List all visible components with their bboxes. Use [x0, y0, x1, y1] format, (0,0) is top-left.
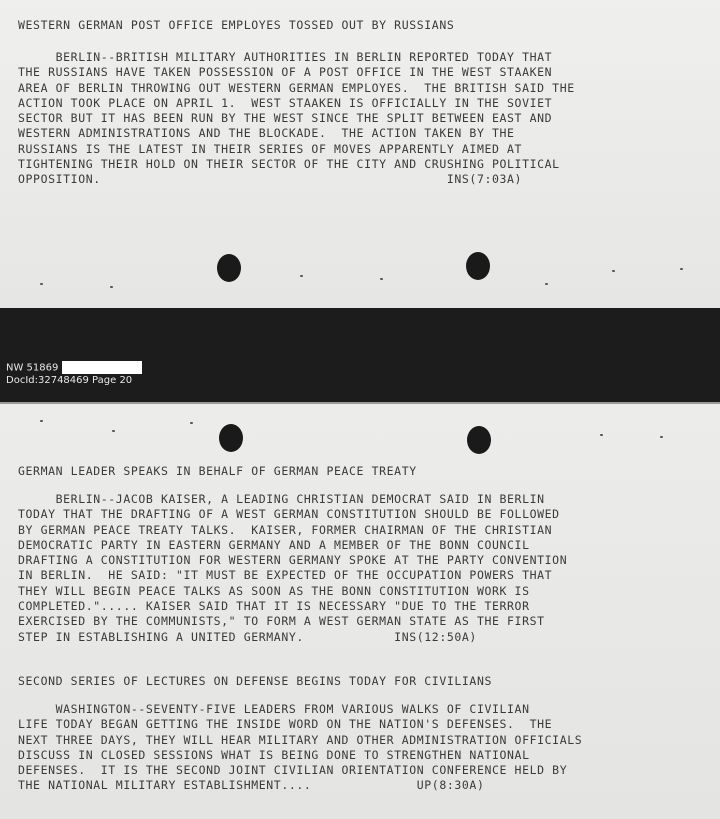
- top-teletype-sheet: [0, 0, 720, 308]
- story-body: BERLIN--BRITISH MILITARY AUTHORITIES IN BERLIN REPORTED TODAY THAT THE RUSSIANS HAVE TAKEN POSSESSION OF A POST OFFICE IN THE WEST STAAKEN AREA OF BERLIN THROWING OUT WESTERN GERMAN EMPLOYES. THE BRITISH SAID THE ACTION TOOK PLACE ON APRIL 1. WEST STAAKEN IS OFFICIALLY IN THE SOVIET SECTOR BUT IT HAS BEEN RUN BY THE WEST SINCE THE SPLIT BETWEEN EAST AND WESTERN ADMINISTRATIONS AND THE BLOCKADE. THE ACTION TAKEN BY THE RUSSIANS IS THE LATEST IN THEIR SERIES OF MOVES APPARENTLY AIMED AT TIGHTENING THEIR HOLD ON THEIR SECTOR OF THE CITY AND CRUSHING POLITICAL OPPOSITION. INS(7:03A): [18, 50, 575, 187]
- story2-headline: GERMAN LEADER SPEAKS IN BEHALF OF GERMAN PEACE TREATY: [18, 464, 417, 478]
- stamp-doc-id: DocId:32748469 Page 20: [6, 374, 133, 386]
- print-speck: [545, 283, 548, 285]
- document-stamp: [6, 361, 142, 387]
- print-speck: [300, 275, 303, 277]
- print-speck: [612, 270, 615, 272]
- print-speck: [40, 420, 43, 422]
- punch-hole: [466, 252, 490, 280]
- scan-separator: [0, 308, 720, 404]
- story3-headline: SECOND SERIES OF LECTURES ON DEFENSE BEGINS TODAY FOR CIVILIANS: [18, 674, 492, 688]
- redaction-block: [62, 361, 142, 374]
- punch-hole: [219, 424, 243, 452]
- print-speck: [660, 436, 663, 438]
- print-speck: [112, 430, 115, 432]
- print-speck: [110, 286, 113, 288]
- print-speck: [380, 278, 383, 280]
- story-headline: WESTERN GERMAN POST OFFICE EMPLOYES TOSSED OUT BY RUSSIANS: [18, 18, 455, 32]
- punch-hole: [467, 426, 491, 454]
- print-speck: [680, 268, 683, 270]
- print-speck: [190, 422, 193, 424]
- print-speck: [40, 283, 43, 285]
- print-speck: [600, 434, 603, 436]
- stamp-record-number: NW 51869: [6, 362, 59, 374]
- punch-hole: [217, 254, 241, 282]
- story3-body: WASHINGTON--SEVENTY-FIVE LEADERS FROM VARIOUS WALKS OF CIVILIAN LIFE TODAY BEGAN GETTING THE INSIDE WORD ON THE NATION'S DEFENSES. THE NEXT THREE DAYS, THEY WILL HEAR MILITARY AND OTHER ADMINISTRATION OFFICIALS DISCUSS IN CLOSED SESSIONS WHAT IS BEING DONE TO STRENGTHEN NATIONAL DEFENSES. IT IS THE SECOND JOINT CIVILIAN ORIENTATION CONFERENCE HELD BY THE NATIONAL MILITARY ESTABLISHMENT.... UP(8:30A): [18, 702, 583, 793]
- bottom-teletype-sheet: [0, 404, 720, 819]
- story2-body: BERLIN--JACOB KAISER, A LEADING CHRISTIAN DEMOCRAT SAID IN BERLIN TODAY THAT THE DRAFTING OF A WEST GERMAN CONSTITUTION SHOULD BE FOLLOWED BY GERMAN PEACE TREATY TALKS. KAISER, FORMER CHAIRMAN OF THE CHRISTIAN DEMOCRATIC PARTY IN EASTERN GERMANY AND A MEMBER OF THE BONN COUNCIL DRAFTING A CONSTITUTION FOR WESTERN GERMANY SPOKE AT THE PARTY CONVENTION IN BERLIN. HE SAID: "IT MUST BE EXPECTED OF THE OCCUPATION POWERS THAT THEY WILL BEGIN PEACE TALKS AS SOON AS THE BONN CONSTITUTION WORK IS COMPLETED."..... KAISER SAID THAT IT IS NECESSARY "DUE TO THE TERROR EXERCISED BY THE COMMUNISTS," TO FORM A WEST GERMAN STATE AS THE FIRST STEP IN ESTABLISHING A UNITED GERMANY. INS(12:50A): [18, 492, 568, 644]
